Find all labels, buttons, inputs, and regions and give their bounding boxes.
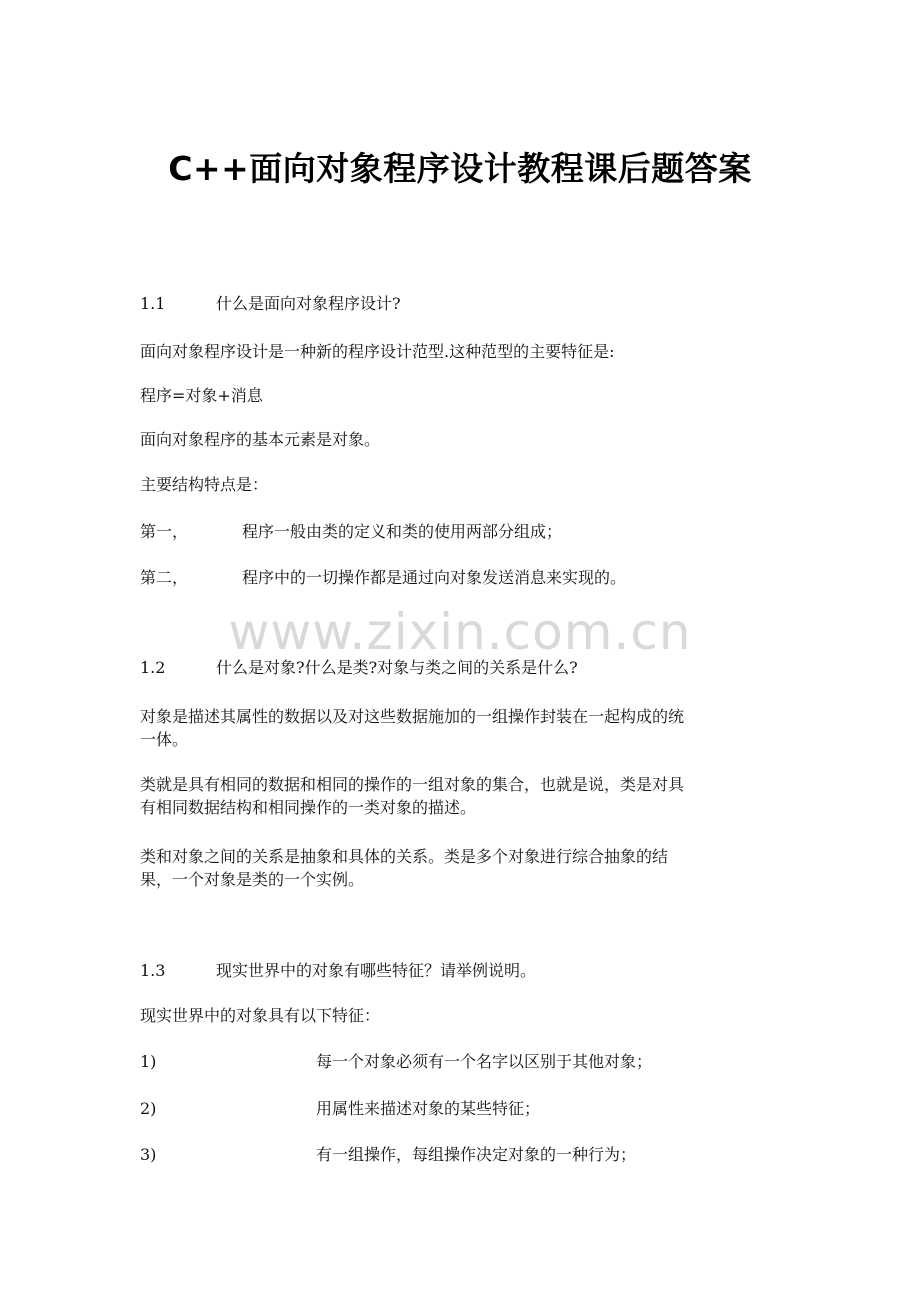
list-item-number: 3) bbox=[140, 1145, 157, 1164]
question-text: 什么是面向对象程序设计? bbox=[216, 294, 401, 313]
question-number: 1.2 bbox=[140, 658, 166, 677]
paragraph-line: 类就是具有相同的数据和相同的操作的一组对象的集合，也就是说，类是对具 bbox=[140, 775, 685, 794]
list-item bbox=[140, 1099, 540, 1119]
answer-paragraph-3 bbox=[140, 845, 780, 891]
answer-line: 程序=对象+消息 bbox=[140, 386, 263, 405]
question-number: 1.1 bbox=[140, 294, 166, 313]
question-number: 1.3 bbox=[140, 961, 166, 980]
list-item-number: 2) bbox=[140, 1099, 157, 1118]
list-item-text: 有一组操作，每组操作决定对象的一种行为； bbox=[316, 1145, 637, 1164]
answer-paragraph-1 bbox=[140, 705, 780, 751]
answer-line: 面向对象程序的基本元素是对象。 bbox=[140, 430, 381, 449]
list-item-text: 用属性来描述对象的某些特征； bbox=[316, 1099, 541, 1118]
point-text: 程序中的一切操作都是通过向对象发送消息来实现的。 bbox=[242, 568, 627, 587]
question-text: 现实世界中的对象有哪些特征？请举例说明。 bbox=[216, 961, 537, 980]
paragraph-line: 对象是描述其属性的数据以及对这些数据施加的一组操作封装在一起构成的统 bbox=[140, 707, 685, 726]
feature-point-1 bbox=[140, 522, 562, 542]
feature-point-2 bbox=[140, 568, 626, 588]
paragraph-line: 果，一个对象是类的一个实例。 bbox=[140, 870, 365, 889]
intro-line: 现实世界中的对象具有以下特征： bbox=[140, 1006, 381, 1025]
answer-paragraph-2 bbox=[140, 773, 780, 819]
question-1-2 bbox=[140, 658, 578, 678]
question-1-3 bbox=[140, 961, 536, 981]
answer-line: 面向对象程序设计是一种新的程序设计范型.这种范型的主要特征是: bbox=[140, 342, 615, 361]
point-text: 程序一般由类的定义和类的使用两部分组成； bbox=[242, 522, 563, 541]
question-text: 什么是对象?什么是类?对象与类之间的关系是什么? bbox=[216, 658, 578, 677]
point-label: 第一， bbox=[140, 522, 189, 541]
answer-line: 主要结构特点是： bbox=[140, 475, 269, 494]
list-item bbox=[140, 1145, 636, 1165]
list-item bbox=[140, 1052, 652, 1072]
paragraph-line: 一体。 bbox=[140, 730, 189, 749]
paragraph-line: 有相同数据结构和相同操作的一类对象的描述。 bbox=[140, 798, 477, 817]
point-label: 第二， bbox=[140, 568, 189, 587]
paragraph-line: 类和对象之间的关系是抽象和具体的关系。类是多个对象进行综合抽象的结 bbox=[140, 847, 669, 866]
list-item-number: 1) bbox=[140, 1052, 157, 1071]
list-item-text: 每一个对象必须有一个名字以区别于其他对象； bbox=[316, 1052, 653, 1071]
question-1-1 bbox=[140, 294, 401, 314]
watermark: www.zixin.com.cn bbox=[228, 603, 692, 661]
document-title: C++面向对象程序设计教程课后题答案 bbox=[168, 149, 752, 188]
